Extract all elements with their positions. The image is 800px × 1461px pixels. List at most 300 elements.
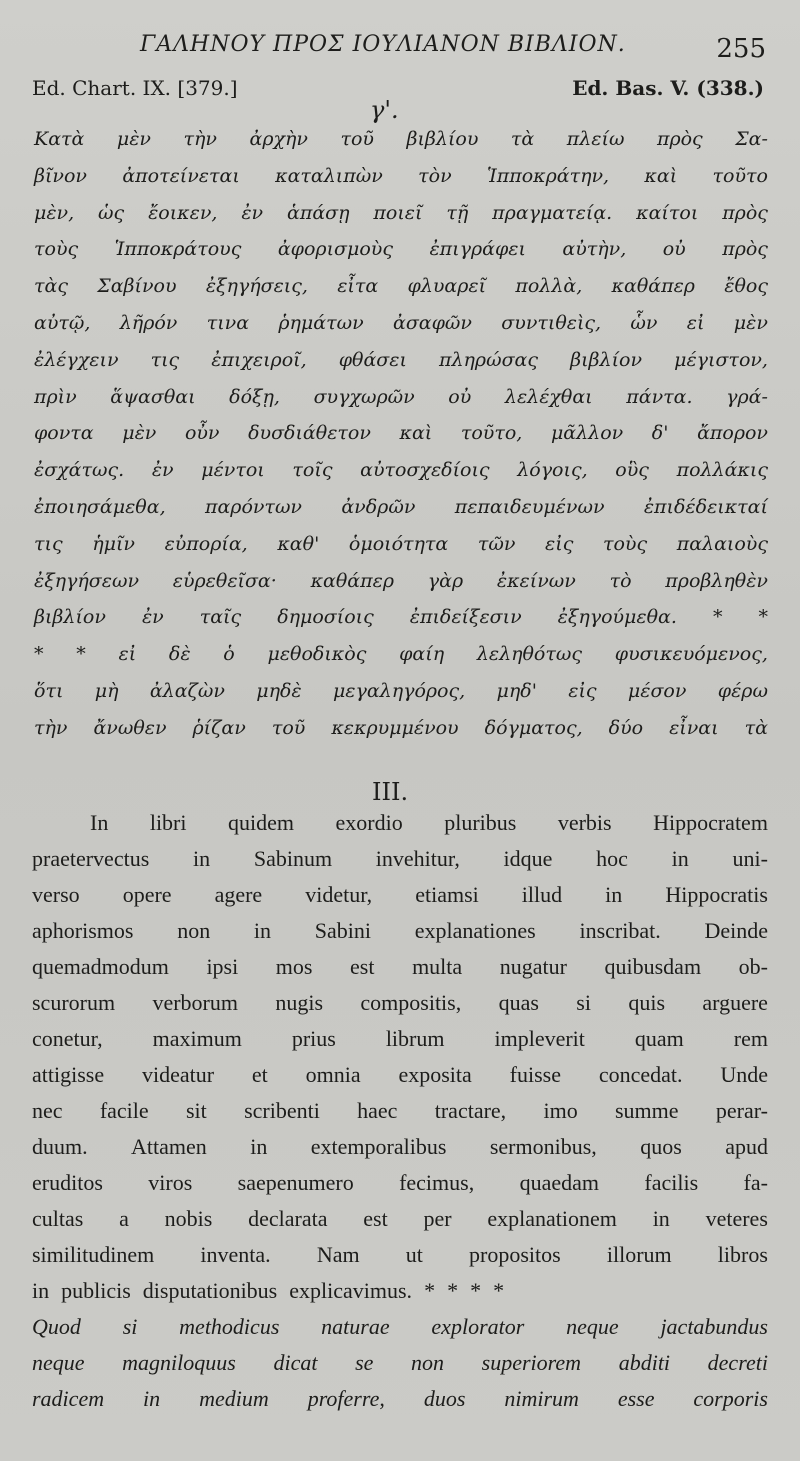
greek-word: μὲν: [116, 128, 151, 150]
latin-word: etiamsi: [415, 882, 479, 907]
greek-word: δύο: [608, 716, 644, 739]
latin-word: ipsi: [206, 954, 239, 979]
greek-word: εὐπορία,: [164, 532, 248, 555]
greek-word: τὴν: [183, 128, 217, 150]
greek-word: *: [34, 643, 44, 666]
latin-word: in: [652, 1206, 670, 1231]
latin-word: in: [250, 1134, 268, 1159]
latin-word: praetervectus: [32, 846, 150, 871]
greek-word: εὑρεθεῖσα·: [172, 569, 277, 592]
latin-word: inscribat.: [579, 918, 661, 943]
greek-word: μεγαληγόρος,: [332, 679, 466, 702]
latin-word: duos: [423, 1386, 466, 1411]
greek-word: λῆρόν: [119, 311, 178, 334]
latin-word: fa-: [743, 1170, 768, 1195]
latin-word: In: [90, 810, 109, 835]
latin-word: quas: [498, 990, 539, 1015]
latin-word: in: [32, 1278, 50, 1303]
greek-word: φυσικευόμενος,: [614, 643, 768, 666]
latin-word: *: [447, 1278, 459, 1303]
greek-word: μὲν: [122, 422, 157, 445]
latin-word: impleverit: [494, 1026, 585, 1051]
latin-word: quis: [628, 990, 666, 1015]
greek-text-line: [34, 570, 768, 607]
greek-word: ἁπάσῃ: [287, 201, 350, 224]
greek-word: τῶν: [477, 532, 516, 555]
greek-word: βιβλίον: [34, 606, 106, 629]
latin-text-line: [32, 1314, 768, 1350]
latin-word: Unde: [720, 1062, 768, 1087]
latin-word: facile: [99, 1098, 149, 1123]
greek-word: μὴ: [94, 679, 119, 702]
running-head: [0, 30, 800, 70]
greek-word: *: [76, 643, 86, 666]
latin-word: attigisse: [32, 1062, 105, 1087]
greek-word: ἡμῖν: [92, 532, 135, 555]
latin-word: verborum: [152, 990, 238, 1015]
greek-word: αὐτοσχεδίοις: [360, 459, 490, 482]
greek-word: παλαιοὺς: [676, 532, 768, 555]
latin-word: in: [192, 846, 211, 871]
latin-word: explicavimus.: [289, 1278, 413, 1303]
latin-word: videatur: [141, 1062, 215, 1087]
latin-word: in: [605, 882, 623, 907]
greek-word: ποιεῖ: [373, 201, 423, 224]
greek-word: τὰ: [744, 716, 768, 739]
latin-word: et: [251, 1062, 268, 1087]
latin-word: facilis: [644, 1170, 699, 1195]
greek-word: εἰ: [686, 311, 705, 334]
latin-word: maximum: [152, 1026, 242, 1051]
greek-word: ἐλέγχειν: [34, 348, 119, 371]
latin-word: illud: [521, 882, 563, 907]
latin-word: sermonibus,: [489, 1134, 597, 1159]
greek-word: ῥίζαν: [192, 716, 246, 739]
latin-word: quam: [634, 1026, 684, 1051]
greek-word: ἐποιησάμεθα,: [34, 495, 166, 518]
greek-word: καθάπερ: [611, 275, 695, 298]
greek-word: πρὸς: [722, 238, 768, 261]
greek-word: ταῖς: [199, 606, 242, 629]
latin-word: imo: [543, 1098, 578, 1123]
greek-word: ῥημάτων: [278, 311, 364, 334]
latin-word: rem: [733, 1026, 768, 1051]
greek-text-line: [34, 643, 768, 680]
greek-text-line: [34, 717, 768, 754]
latin-word: propositos: [469, 1242, 561, 1267]
latin-text-line: [32, 1062, 768, 1098]
greek-word: δημοσίοις: [277, 606, 374, 629]
greek-word: δυσδιάθετον: [248, 422, 371, 445]
greek-word: Σαβίνου: [97, 275, 177, 298]
greek-word: μὲν,: [34, 201, 75, 224]
edition-references: [0, 76, 800, 106]
latin-word: summe: [615, 1098, 679, 1123]
greek-word: εἰ: [118, 643, 137, 666]
greek-text-line: [34, 312, 768, 349]
greek-word: πολλάκις: [676, 459, 768, 482]
greek-text-line: [34, 386, 768, 423]
greek-text-line: [34, 165, 768, 202]
greek-word: εἰς: [568, 679, 597, 702]
latin-word: quemadmodum: [32, 954, 169, 979]
page-number: 255: [716, 34, 766, 64]
latin-word: se: [355, 1350, 374, 1375]
greek-word: φέρω: [717, 679, 768, 702]
latin-word: nobis: [164, 1206, 213, 1231]
latin-text-line: [32, 990, 768, 1026]
latin-word: veteres: [705, 1206, 768, 1231]
greek-word: οὖν: [184, 422, 220, 445]
latin-text-line: [32, 1278, 768, 1314]
greek-word: οὐ: [662, 238, 686, 261]
greek-word: ἐπιδέδεικταί: [643, 495, 768, 518]
latin-word: explanationes: [414, 918, 536, 943]
greek-word: πρὸς: [656, 128, 703, 150]
greek-word: βιβλίον: [570, 348, 643, 371]
latin-word: quibusdam: [604, 954, 702, 979]
greek-word: ἀφορισμοὺς: [277, 238, 393, 261]
latin-word: viros: [148, 1170, 193, 1195]
latin-word: libros: [717, 1242, 768, 1267]
greek-word: τις: [34, 532, 63, 555]
greek-word: βιβλίου: [406, 128, 479, 150]
latin-word: jactabundus: [660, 1314, 768, 1339]
latin-word: methodicus: [179, 1314, 280, 1339]
greek-word: τὰ: [510, 128, 535, 150]
latin-word: nugatur: [499, 954, 567, 979]
latin-text-block: [32, 810, 768, 1422]
greek-word: πάντα.: [626, 385, 693, 408]
latin-word: quos: [640, 1134, 682, 1159]
latin-text-line: [32, 954, 768, 990]
latin-word: scurorum: [32, 990, 116, 1015]
latin-word: non: [177, 918, 211, 943]
greek-text-line: [34, 606, 768, 643]
greek-word: τοῖς: [292, 459, 333, 482]
latin-word: concedat.: [598, 1062, 683, 1087]
latin-word: arguere: [702, 990, 768, 1015]
greek-word: ὁ: [223, 643, 235, 666]
greek-word: μηδ': [496, 679, 537, 702]
greek-word: πληρώσας: [439, 348, 539, 371]
greek-word: μᾶλλον: [550, 422, 624, 445]
latin-word: mos: [275, 954, 313, 979]
latin-word: est: [363, 1206, 388, 1231]
greek-word: πρὸς: [722, 201, 768, 224]
greek-word: μέντοι: [201, 459, 265, 482]
latin-word: Hippocratem: [653, 810, 768, 835]
greek-word: δόξῃ,: [229, 385, 280, 408]
greek-word: τοὺς: [34, 238, 79, 261]
latin-word: uni-: [732, 846, 768, 871]
latin-word: Quod: [32, 1314, 81, 1339]
greek-word: ἅψασθαι: [110, 385, 196, 408]
greek-word: τὰς: [34, 275, 68, 298]
latin-word: Nam: [316, 1242, 360, 1267]
latin-word: duum.: [32, 1134, 88, 1159]
latin-word: Attamen: [131, 1134, 207, 1159]
greek-word: καίτοι: [636, 201, 699, 224]
latin-word: neque: [566, 1314, 619, 1339]
latin-word: *: [493, 1278, 505, 1303]
latin-word: *: [470, 1278, 482, 1303]
greek-word: ἀλαζὼν: [149, 679, 225, 702]
latin-word: inventa.: [200, 1242, 271, 1267]
greek-word: *: [712, 606, 723, 629]
latin-word: pluribus: [444, 810, 517, 835]
latin-word: compositis,: [360, 990, 462, 1015]
latin-word: cultas: [32, 1206, 84, 1231]
latin-word: perar-: [715, 1098, 768, 1123]
greek-text-line: [34, 422, 768, 459]
greek-text-line: [34, 496, 768, 533]
latin-word: opere: [122, 882, 172, 907]
greek-word: ἀνδρῶν: [341, 495, 416, 518]
greek-word: Ἱπποκράτην,: [486, 164, 610, 187]
latin-text-line: [32, 1206, 768, 1242]
latin-word: superiorem: [481, 1350, 582, 1375]
greek-word: τὸν: [418, 164, 452, 187]
latin-word: radicem: [32, 1386, 105, 1411]
latin-word: aphorismos: [32, 918, 134, 943]
greek-text-line: [34, 202, 768, 239]
latin-word: videtur,: [305, 882, 373, 907]
greek-word: τινα: [206, 311, 250, 334]
latin-word: abditi: [618, 1350, 671, 1375]
greek-word: ἐν: [241, 201, 264, 224]
greek-word: ἄπορον: [697, 422, 768, 445]
greek-text-line: [34, 128, 768, 165]
latin-word: naturae: [321, 1314, 390, 1339]
latin-word: haec: [357, 1098, 398, 1123]
greek-text-line: [34, 275, 768, 312]
greek-word: δὲ: [168, 643, 191, 666]
greek-word: ἄνωθεν: [93, 716, 167, 739]
latin-word: agere: [214, 882, 263, 907]
latin-word: nec: [32, 1098, 63, 1123]
edition-chart-reference: Ed. Chart. IX. [379.]: [32, 76, 238, 100]
latin-word: eruditos: [32, 1170, 103, 1195]
greek-word: φλυαρεῖ: [407, 275, 487, 298]
latin-word: explorator: [431, 1314, 525, 1339]
greek-word: δ': [651, 422, 669, 445]
latin-word: fuisse: [509, 1062, 561, 1087]
latin-word: conetur,: [32, 1026, 103, 1051]
greek-word: τὸ: [609, 569, 632, 592]
latin-word: ob-: [738, 954, 768, 979]
latin-word: sit: [185, 1098, 207, 1123]
latin-text-line: [32, 1098, 768, 1134]
greek-word: ἐξηγήσεις,: [205, 275, 308, 298]
latin-text-line: [32, 882, 768, 918]
latin-word: Deinde: [704, 918, 768, 943]
greek-word: ἔθος: [724, 275, 768, 298]
greek-word: πραγματείᾳ.: [492, 201, 613, 224]
running-title: ΓΑΛΗΝΟΥ ΠΡΟΣ ΙΟΥΛΙΑΝΟΝ ΒΙΒΛΙΟΝ.: [140, 32, 626, 57]
latin-word: *: [424, 1278, 436, 1303]
greek-word: φαίη: [399, 643, 445, 666]
greek-word: γρά-: [726, 385, 768, 408]
latin-word: publicis: [61, 1278, 131, 1303]
latin-word: libri: [149, 810, 187, 835]
greek-word: ὁμοιότητα: [348, 532, 449, 555]
greek-word: τὴν: [34, 716, 68, 739]
latin-word: est: [350, 954, 375, 979]
greek-word: γὰρ: [427, 569, 464, 592]
greek-word: εἶτα: [337, 275, 379, 298]
latin-word: Hippocratis: [665, 882, 768, 907]
latin-word: magniloquus: [122, 1350, 236, 1375]
greek-word: καὶ: [644, 164, 678, 187]
greek-text-line: [34, 533, 768, 570]
greek-word: καταλιπὼν: [275, 164, 383, 187]
greek-text-line: [34, 459, 768, 496]
latin-word: ut: [405, 1242, 423, 1267]
latin-text-line: [32, 846, 768, 882]
latin-word: Sabinum: [253, 846, 333, 871]
greek-word: κεκρυμμένου: [331, 716, 459, 739]
greek-word: πεπαιδευμένων: [454, 495, 605, 518]
latin-word: quidem: [228, 810, 294, 835]
greek-word: καθάπερ: [310, 569, 394, 592]
greek-word: αὐτῷ,: [34, 311, 91, 334]
latin-word: neque: [32, 1350, 85, 1375]
latin-word: similitudinem: [32, 1242, 155, 1267]
latin-text-line: [32, 1350, 768, 1386]
greek-word: ἐξηγήσεων: [34, 569, 139, 592]
greek-word: τοὺς: [602, 532, 648, 555]
latin-word: fecimus,: [399, 1170, 475, 1195]
greek-text-line: [34, 349, 768, 386]
latin-word: exordio: [335, 810, 403, 835]
greek-word: πολλὰ,: [515, 275, 583, 298]
greek-word: ὡς: [98, 201, 125, 224]
greek-word: τοῦτο: [712, 164, 768, 187]
greek-word: ἀποτείνεται: [122, 164, 240, 187]
latin-word: declarata: [248, 1206, 328, 1231]
latin-text-line: [32, 1242, 768, 1278]
latin-word: in: [143, 1386, 161, 1411]
latin-text-line: [32, 1026, 768, 1062]
latin-text-line: [32, 810, 768, 846]
greek-word: μεθοδικὸς: [267, 643, 367, 666]
greek-word: καὶ: [399, 422, 433, 445]
latin-word: dicat: [273, 1350, 318, 1375]
greek-text-line: [34, 238, 768, 275]
greek-word: μέσον: [627, 679, 687, 702]
latin-word: medium: [199, 1386, 269, 1411]
latin-word: quaedam: [519, 1170, 600, 1195]
latin-word: exposita: [398, 1062, 472, 1087]
greek-word: *: [758, 606, 768, 629]
greek-word: ἐπιχειροῖ,: [211, 348, 307, 371]
latin-word: decreti: [707, 1350, 768, 1375]
greek-word: πλείω: [566, 128, 625, 150]
latin-word: explanationem: [487, 1206, 617, 1231]
greek-word: ἐκείνων: [496, 569, 576, 592]
greek-word: καθ': [277, 532, 320, 555]
latin-section-number: III.: [372, 778, 409, 806]
greek-word: Ἱπποκράτους: [114, 238, 242, 261]
latin-text-line: [32, 1134, 768, 1170]
greek-word: τις: [150, 348, 180, 371]
latin-word: idque: [503, 846, 553, 871]
latin-text-line: [32, 1386, 768, 1422]
latin-word: verbis: [557, 810, 612, 835]
latin-word: nimirum: [504, 1386, 579, 1411]
latin-text-line: [32, 1170, 768, 1206]
greek-word: Σα-: [735, 128, 768, 150]
latin-word: si: [576, 990, 591, 1015]
greek-word: ἐσχάτως.: [34, 459, 125, 482]
greek-word: μηδὲ: [256, 679, 302, 702]
greek-word: οὐ: [448, 385, 472, 408]
greek-word: τοῦ: [271, 716, 306, 739]
greek-word: οὓς: [615, 459, 649, 482]
latin-word: omnia: [305, 1062, 361, 1087]
greek-word: εἰς: [545, 532, 574, 555]
greek-text-block: [34, 128, 768, 754]
greek-word: τῇ: [446, 201, 469, 224]
greek-word: μὲν: [733, 311, 768, 334]
latin-word: tractare,: [434, 1098, 507, 1123]
latin-word: in: [253, 918, 272, 943]
greek-word: λεληθότως: [476, 643, 583, 666]
latin-word: prius: [291, 1026, 336, 1051]
greek-word: τοῦτο,: [460, 422, 523, 445]
latin-word: saepenumero: [237, 1170, 354, 1195]
latin-word: non: [411, 1350, 445, 1375]
greek-word: ἐν: [141, 606, 164, 629]
latin-text-line: [32, 918, 768, 954]
greek-word: εἶναι: [669, 716, 719, 739]
latin-word: a: [119, 1206, 129, 1231]
greek-word: παρόντων: [204, 495, 302, 518]
latin-word: multa: [412, 954, 463, 979]
greek-word: Κατὰ: [34, 128, 85, 150]
greek-word: βῖνον: [34, 164, 87, 187]
latin-word: hoc: [596, 846, 628, 871]
latin-word: si: [122, 1314, 138, 1339]
greek-word: ἐπιδείξεσιν: [409, 606, 522, 629]
latin-word: corporis: [693, 1386, 768, 1411]
latin-word: apud: [725, 1134, 768, 1159]
greek-word: ἀσαφῶν: [392, 311, 472, 334]
latin-word: verso: [32, 882, 80, 907]
greek-text-line: [34, 680, 768, 717]
latin-word: disputationibus: [142, 1278, 278, 1303]
greek-word: πρὶν: [34, 385, 77, 408]
greek-word: συντιθεὶς,: [501, 311, 602, 334]
greek-word: φοντα: [34, 422, 94, 445]
edition-basel-reference: Ed. Bas. V. (338.): [572, 76, 764, 100]
greek-word: ὧν: [630, 311, 658, 334]
latin-word: librum: [385, 1026, 445, 1051]
greek-word: ὅτι: [34, 679, 64, 702]
greek-word: τοῦ: [340, 128, 374, 150]
greek-word: αὐτὴν,: [562, 238, 627, 261]
greek-word: ἐξηγούμεθα.: [557, 606, 677, 629]
greek-word: λόγοις,: [517, 459, 588, 482]
greek-word: δόγματος,: [484, 716, 583, 739]
greek-word: προβληθὲν: [665, 569, 768, 592]
greek-word: ἔοικεν,: [148, 201, 218, 224]
latin-word: in: [671, 846, 689, 871]
greek-word: ἀρχὴν: [249, 128, 308, 150]
latin-word: esse: [617, 1386, 655, 1411]
latin-word: nugis: [275, 990, 324, 1015]
